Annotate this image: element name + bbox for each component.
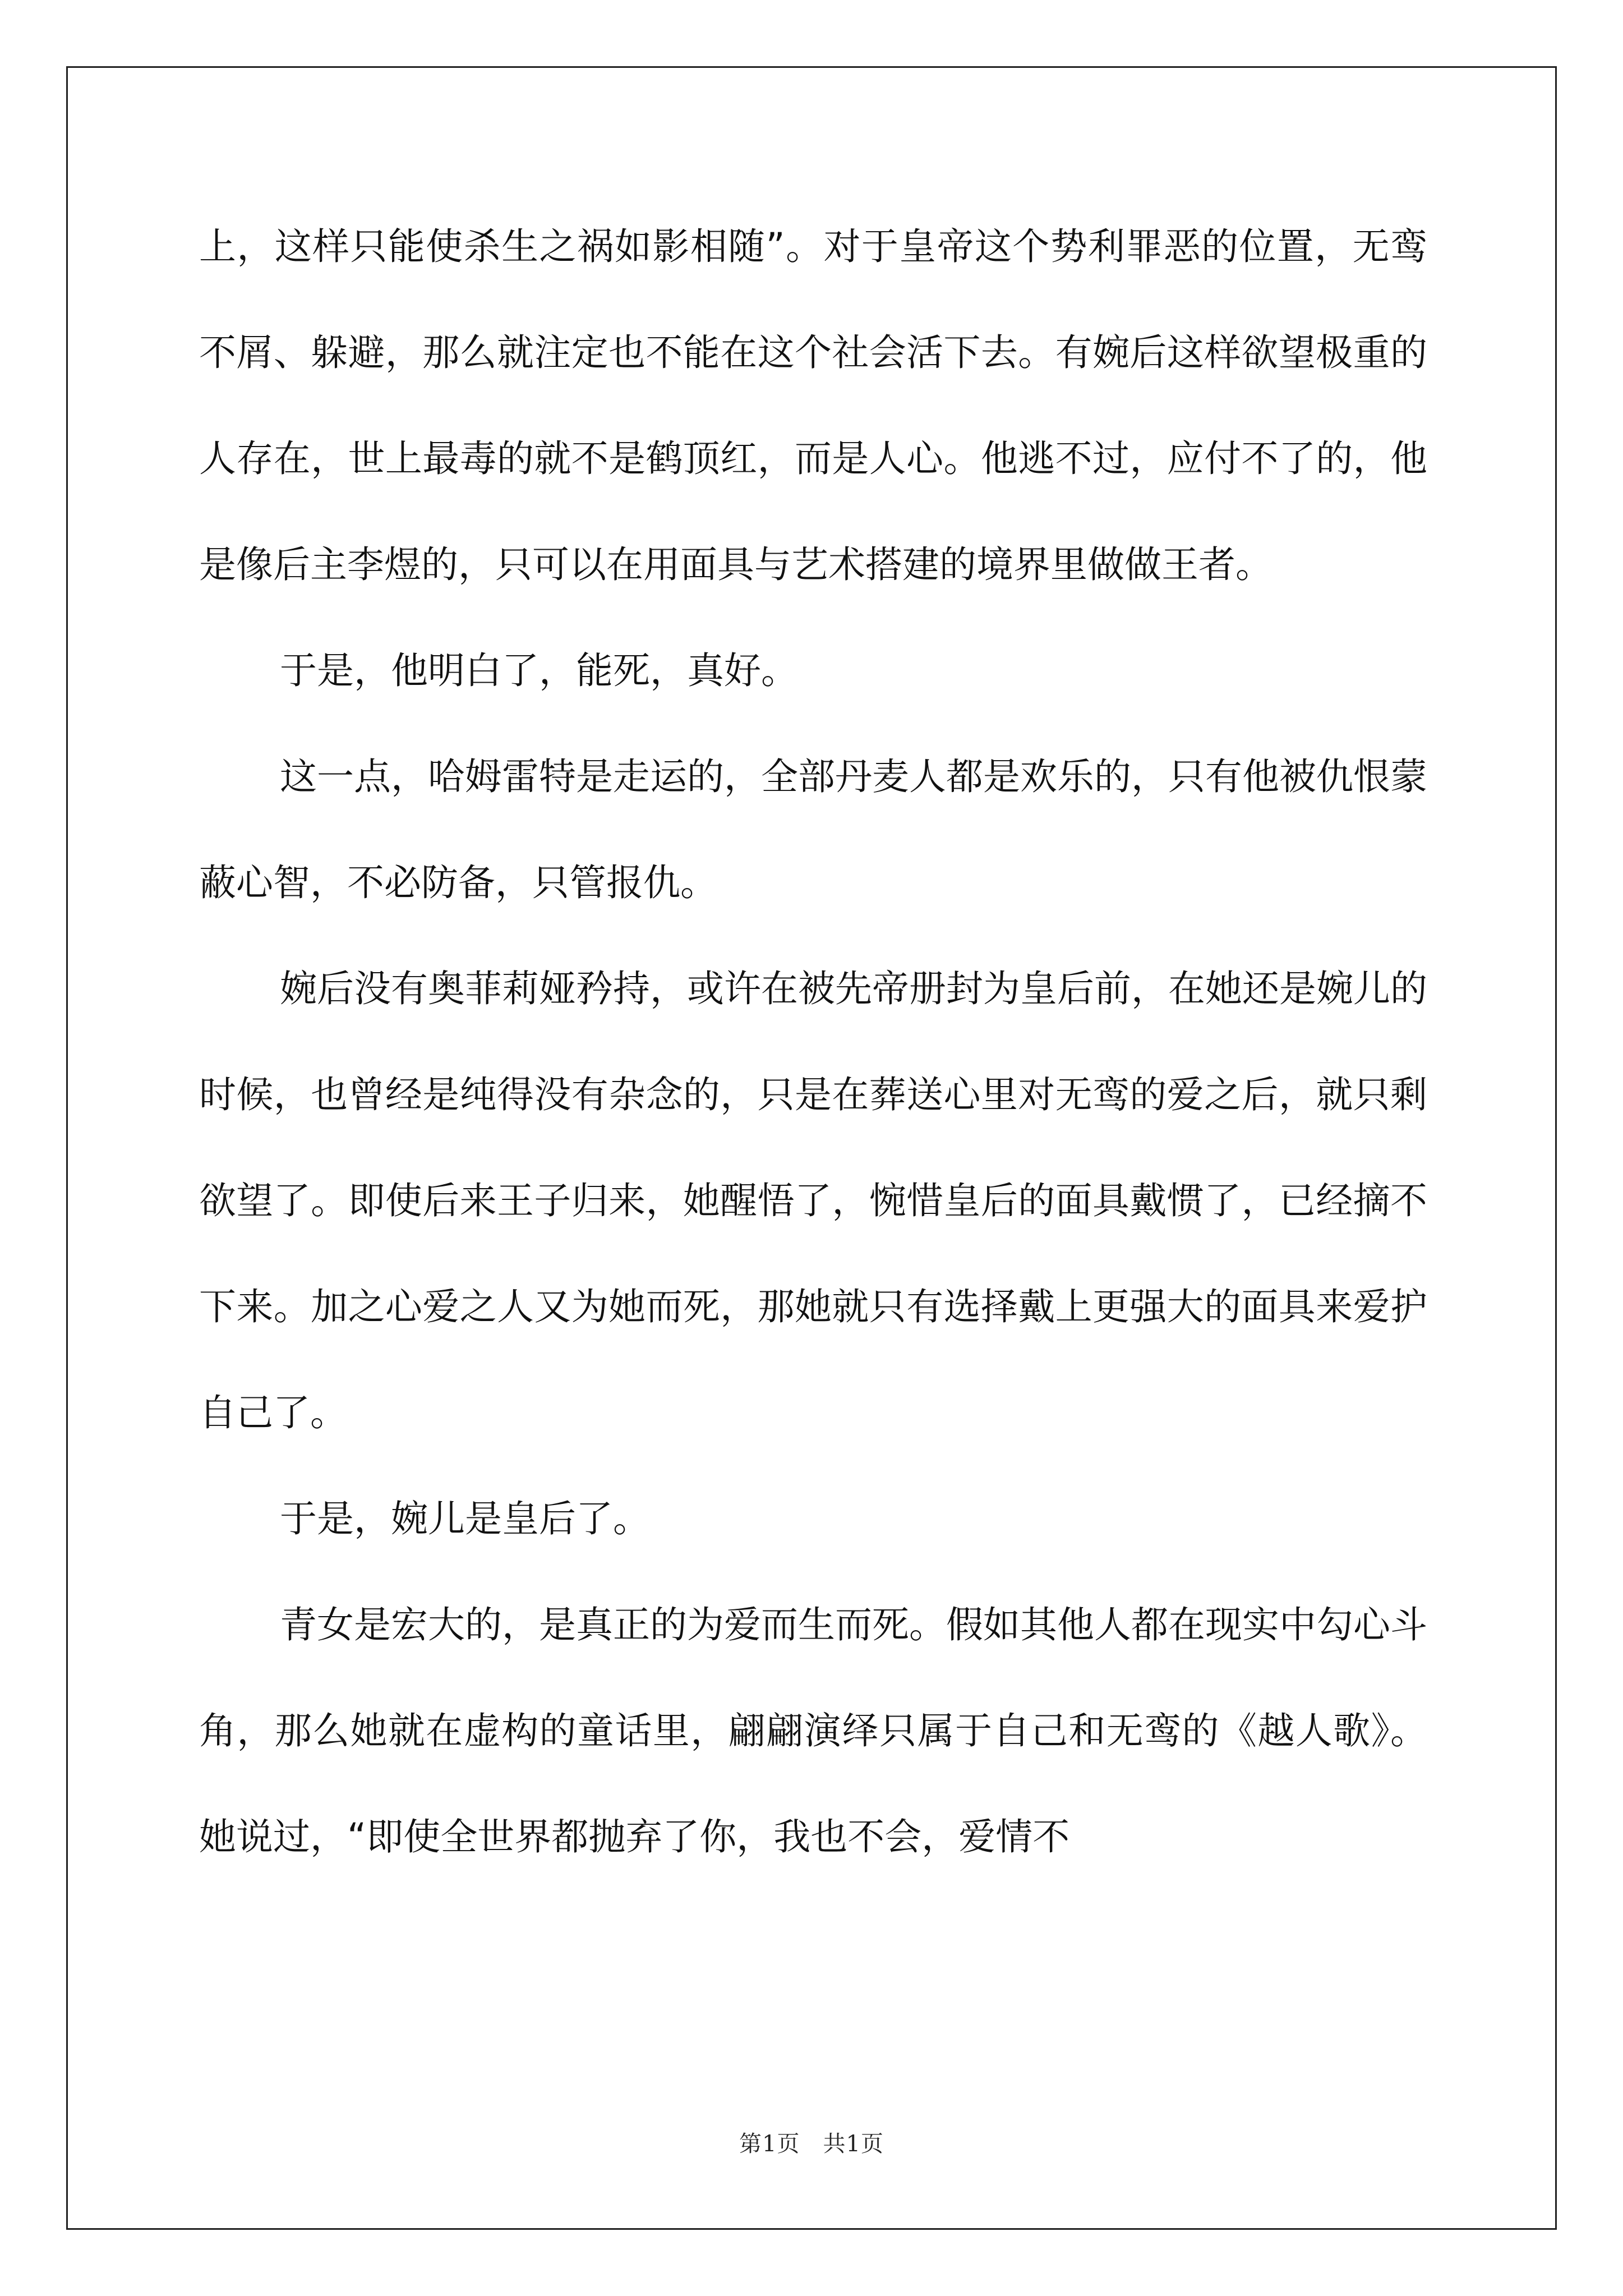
paragraph-4: 婉后没有奥菲莉娅矜持，或许在被先帝册封为皇后前，在她还是婉儿的时候，也曾经是纯得没有杂念的，只是在葬送心里对无鸾的爱之后，就只剩欲望了。即使后来王子归来，她醒悟了，惋惜皇后的面具戴惯了，已经摘不下来。加之心爱之人又为她而死，那她就只有选择戴上更强大的面具来爱护自己了。 [199, 967, 1427, 1434]
page-number-footer: 第1页 共1页 [739, 2131, 884, 2157]
paragraph-3: 这一点，哈姆雷特是走运的，全部丹麦人都是欢乐的，只有他被仇恨蒙蔽心智，不必防备，只管报仇。 [199, 755, 1427, 904]
paragraph-5: 于是，婉儿是皇后了。 [280, 1497, 650, 1540]
document-body [199, 194, 1427, 1890]
paragraph-2: 于是，他明白了，能死，真好。 [280, 649, 798, 692]
paragraph-1: 上，这样只能使杀生之祸如影相随”。对于皇帝这个势利罪恶的位置，无鸾不屑、躲避，那么就注定也不能在这个社会活下去。有婉后这样欲望极重的人存在，世上最毒的就不是鹤顶红，而是人心。他逃不过，应付不了的，他是像后主李煜的，只可以在用面具与艺术搭建的境界里做做王者。 [199, 225, 1427, 586]
paragraph-6: 青女是宏大的，是真正的为爱而生而死。假如其他人都在现实中勾心斗角，那么她就在虚构的童话里，翩翩演绎只属于自己和无鸾的《越人歌》。她说过，“即使全世界都抛弃了你，我也不会，爱情不 [199, 1603, 1427, 1858]
